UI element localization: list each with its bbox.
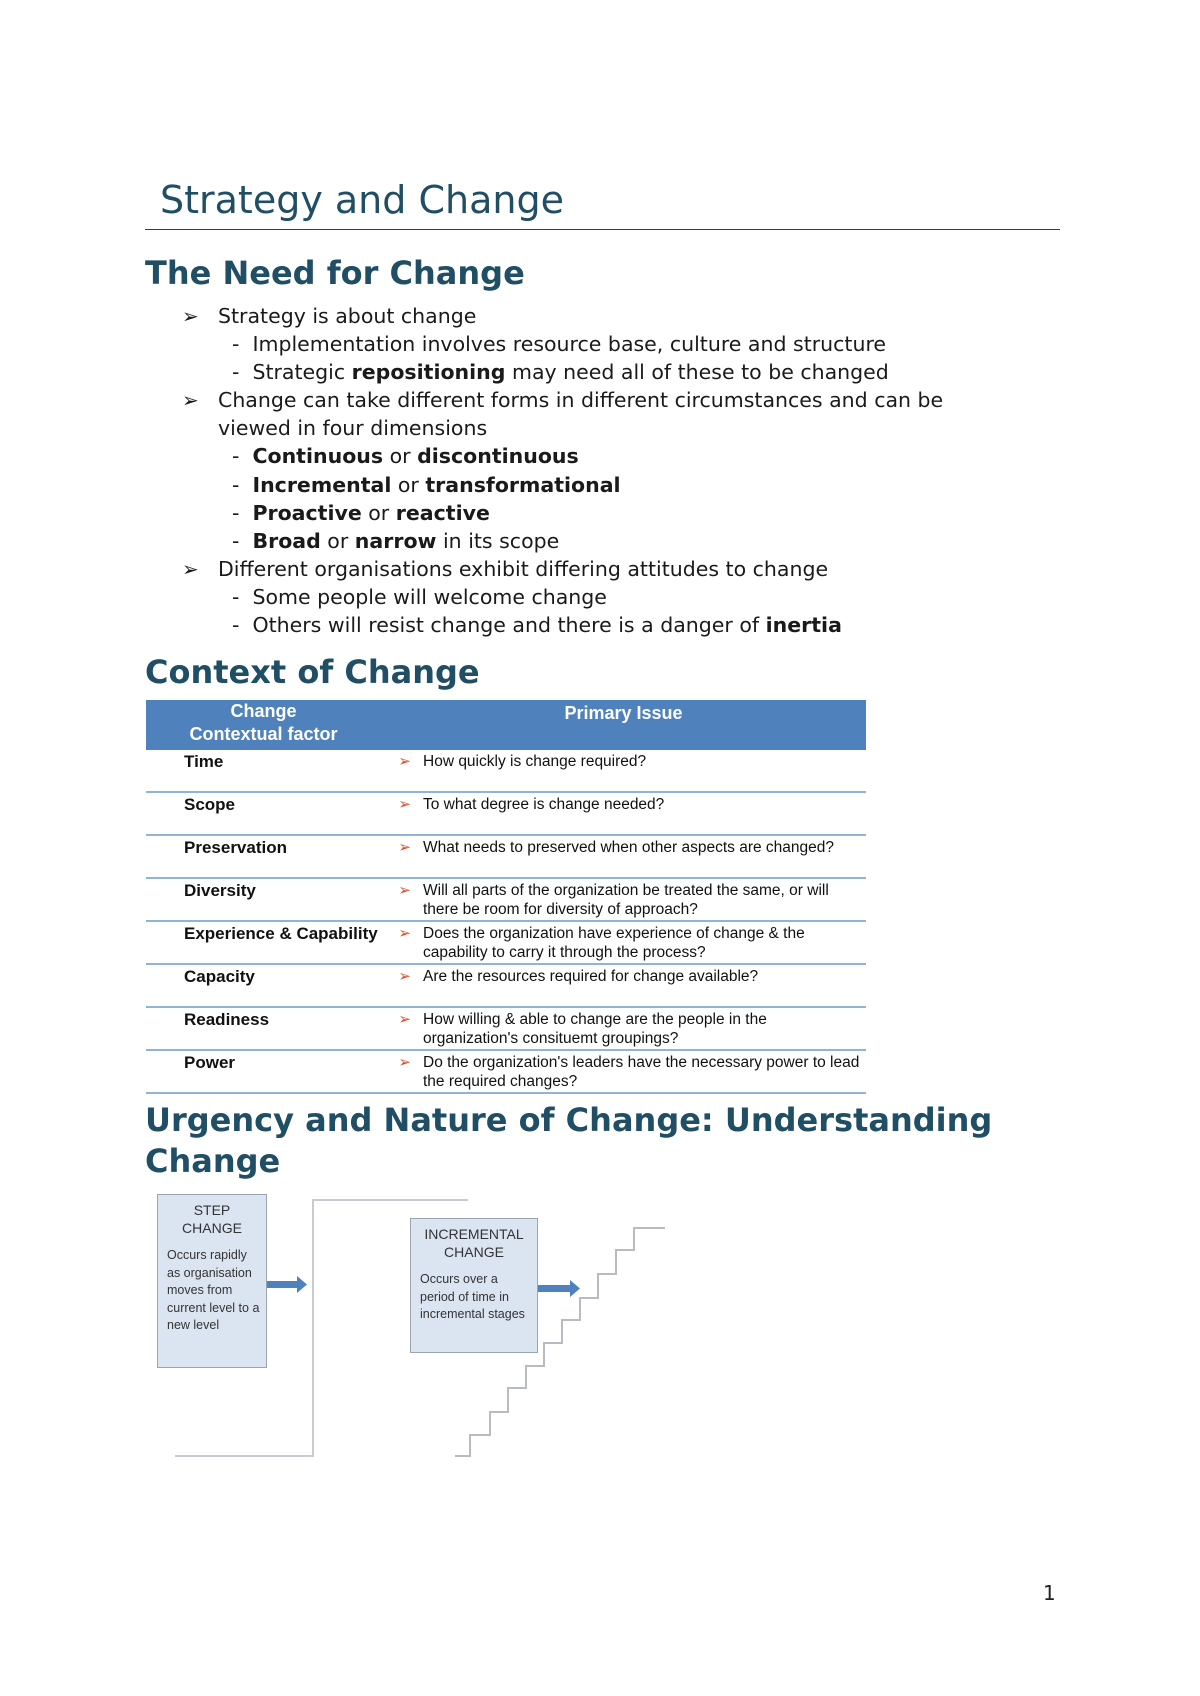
dimension-or: or: [383, 444, 418, 468]
dimension-continuous: [232, 442, 579, 470]
dimension-a: Continuous: [252, 444, 384, 468]
sub-bullet-text-post: may need all of these to be changed: [505, 360, 889, 384]
dimension-incremental: [232, 471, 621, 499]
heading-urgency-line1: Urgency and Nature of Change: Understanding: [145, 1101, 993, 1139]
sub-bullet-text: Some people will welcome change: [252, 585, 607, 609]
row-arrow-icon: ➢: [381, 1007, 423, 1050]
bullet-arrow-icon: ➢: [182, 388, 199, 412]
table-row: [146, 835, 866, 878]
row-factor: Experience & Capability: [146, 921, 381, 964]
row-factor: Scope: [146, 792, 381, 835]
dash: -: [232, 444, 240, 468]
dimension-a: Incremental: [252, 473, 392, 497]
table-header-row: [146, 700, 866, 750]
dimension-b: discontinuous: [417, 444, 579, 468]
bullet-arrow-icon: ➢: [182, 304, 199, 328]
table-row: [146, 792, 866, 835]
dimension-proactive: [232, 499, 490, 527]
step-change-box: [157, 1194, 267, 1368]
bullet-strategy-is-change: Strategy is about change: [218, 304, 477, 328]
row-factor: Capacity: [146, 964, 381, 1007]
row-issue: How willing & able to change are the people in the organization's consituemt groupings?: [423, 1007, 866, 1050]
header-primary-issue: Primary Issue: [381, 700, 866, 750]
row-issue: Will all parts of the organization be treated the same, or will there be room for diversity of approach?: [423, 878, 866, 921]
table-row: [146, 1050, 866, 1093]
header-factor-line1: Change: [230, 701, 297, 721]
dimension-a: Broad: [252, 529, 321, 553]
sub-bullet-bold: repositioning: [351, 360, 506, 384]
title-underline: [145, 229, 1060, 230]
bullet-change-forms-line2: viewed in four dimensions: [218, 416, 488, 440]
dimension-or: or: [361, 501, 396, 525]
sub-bullet-repositioning: [232, 358, 889, 386]
dimension-or: or: [320, 529, 355, 553]
dimension-b: transformational: [425, 473, 621, 497]
row-issue: How quickly is change required?: [423, 750, 866, 792]
step-description: Occurs rapidly as organisation moves from current level to a new level: [167, 1248, 260, 1332]
dimension-or: or: [391, 473, 426, 497]
bullet-change-forms-line1: Change can take different forms in different circumstances and can be: [218, 388, 944, 412]
row-arrow-icon: ➢: [381, 792, 423, 835]
table-row: [146, 1007, 866, 1050]
row-arrow-icon: ➢: [381, 750, 423, 792]
row-factor: Time: [146, 750, 381, 792]
row-arrow-icon: ➢: [381, 964, 423, 1007]
row-factor: Preservation: [146, 835, 381, 878]
step-title-line1: STEP: [193, 1202, 231, 1218]
dash: -: [232, 360, 240, 384]
dimension-a: Proactive: [252, 501, 362, 525]
document-title: Strategy and Change: [160, 178, 564, 222]
row-factor: Diversity: [146, 878, 381, 921]
row-arrow-icon: ➢: [381, 878, 423, 921]
incremental-title-line1: INCREMENTAL: [424, 1226, 524, 1242]
change-diagram: [150, 1198, 710, 1463]
row-issue: Does the organization have experience of change & the capability to carry it through the process?: [423, 921, 866, 964]
table-row: [146, 964, 866, 1007]
bullet-arrow-icon: ➢: [182, 557, 199, 581]
incremental-arrow-icon: [538, 1280, 580, 1297]
row-issue: Do the organization's leaders have the necessary power to lead the required changes?: [423, 1050, 866, 1093]
dimension-b: narrow: [354, 529, 437, 553]
incremental-change-box: [410, 1218, 538, 1353]
sub-bullet-text-pre: Strategic: [252, 360, 352, 384]
header-change-factor: [146, 700, 381, 750]
heading-need-for-change: The Need for Change: [145, 254, 525, 292]
sub-bullet-implementation: [232, 330, 886, 358]
page-number: 1: [1043, 1581, 1056, 1605]
sub-bullet-welcome: [232, 583, 607, 611]
dash: -: [232, 585, 240, 609]
context-table: [146, 700, 866, 1094]
sub-bullet-text-pre: Others will resist change and there is a danger of: [252, 613, 766, 637]
dash: -: [232, 501, 240, 525]
step-title-line2: CHANGE: [182, 1220, 242, 1236]
row-arrow-icon: ➢: [381, 835, 423, 878]
dimension-post: in its scope: [436, 529, 560, 553]
row-factor: Readiness: [146, 1007, 381, 1050]
row-issue: Are the resources required for change available?: [423, 964, 866, 1007]
row-factor: Power: [146, 1050, 381, 1093]
incremental-title-line2: CHANGE: [444, 1244, 504, 1260]
table-row: [146, 878, 866, 921]
dimension-b: reactive: [395, 501, 490, 525]
sub-bullet-bold: inertia: [765, 613, 842, 637]
row-arrow-icon: ➢: [381, 921, 423, 964]
dash: -: [232, 613, 240, 637]
dash: -: [232, 473, 240, 497]
row-arrow-icon: ➢: [381, 1050, 423, 1093]
incremental-description: Occurs over a period of time in incremental stages: [420, 1272, 525, 1321]
table-row: [146, 921, 866, 964]
header-factor-line2: Contextual factor: [189, 724, 338, 744]
sub-bullet-text: Implementation involves resource base, culture and structure: [252, 332, 887, 356]
dash: -: [232, 332, 240, 356]
bullet-attitudes: Different organisations exhibit differing attitudes to change: [218, 557, 829, 581]
dash: -: [232, 529, 240, 553]
heading-context-of-change: Context of Change: [145, 653, 480, 691]
dimension-broad: [232, 527, 559, 555]
row-issue: What needs to preserved when other aspects are changed?: [423, 835, 866, 878]
heading-urgency-line2: Change: [145, 1142, 281, 1180]
table-row: [146, 750, 866, 792]
step-arrow-icon: [265, 1276, 307, 1293]
table-body: [146, 750, 866, 1093]
sub-bullet-inertia: [232, 611, 842, 639]
row-issue: To what degree is change needed?: [423, 792, 866, 835]
